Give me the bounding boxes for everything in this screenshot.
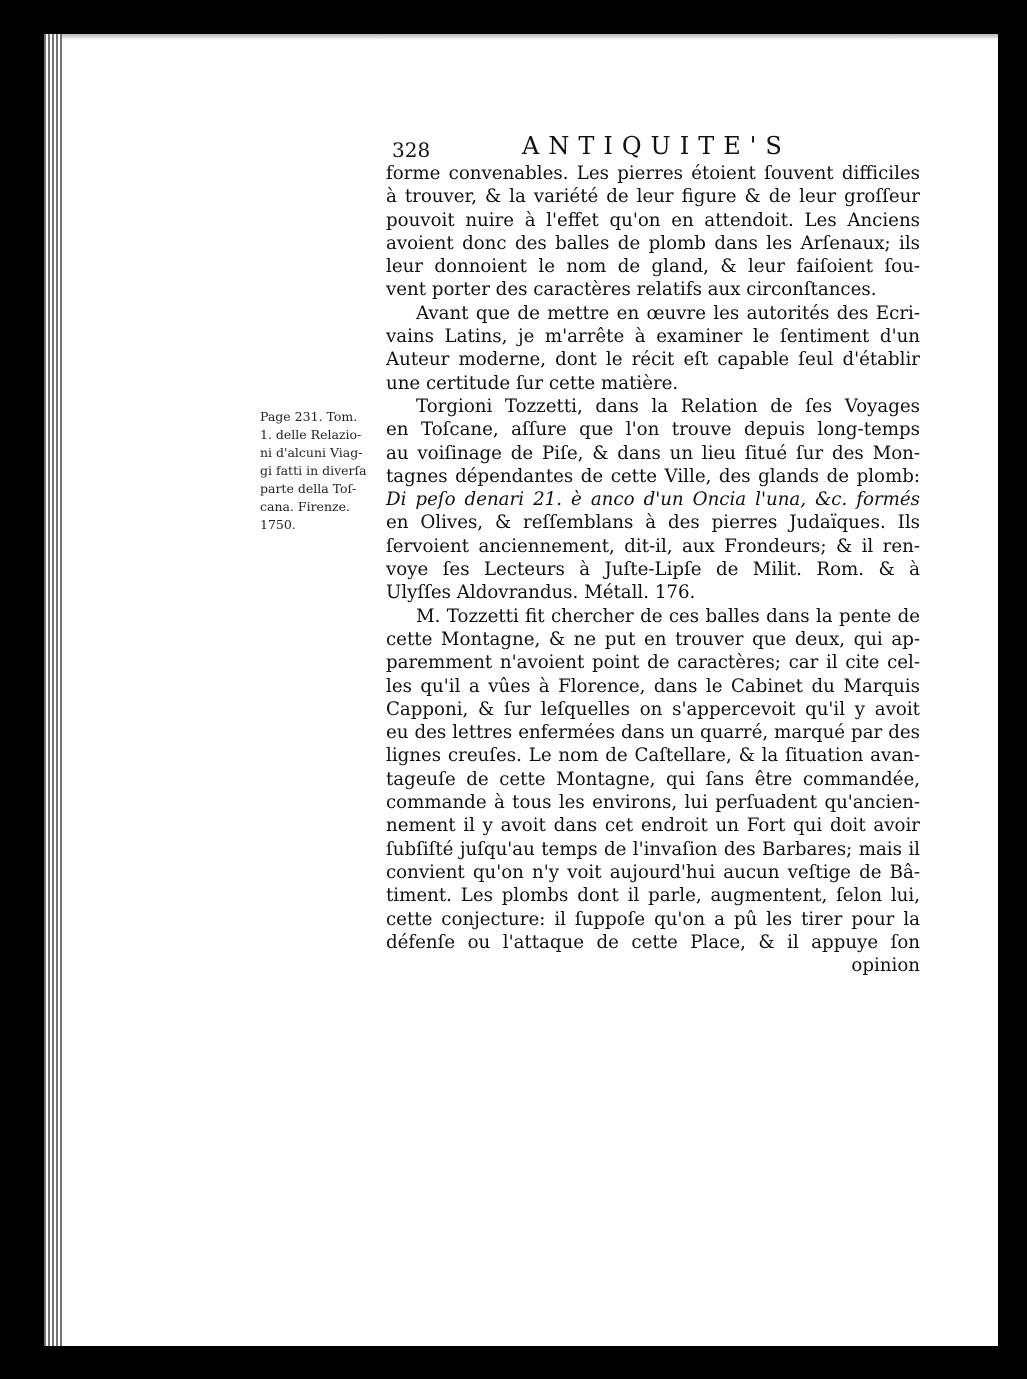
text-line: forme convenables. Les pierres étoient ſouvent difficiles bbox=[386, 163, 920, 184]
text-line: convient qu'on n'y voit aujourd'hui aucun veſtige de Bâ- bbox=[386, 861, 920, 883]
text-line: timent. Les plombs dont il parle, augmentent, ſelon lui, bbox=[386, 885, 920, 907]
text-line: Ulyſſes Aldovrandus. Métall. 176. bbox=[386, 582, 696, 604]
text-line: en Toſcane, aſſure que l'on trouve depuis long-temps bbox=[386, 419, 920, 441]
text-line: nement il y avoit dans cet endroit un Fort qui doit avoir bbox=[386, 815, 920, 837]
text-line: ſervoient anciennement, dit-il, aux Frondeurs; & il ren- bbox=[386, 535, 920, 557]
text-line: vains Latins, je m'arrête à examiner le ſentiment d'un bbox=[386, 326, 920, 348]
text-line: défenſe ou l'attaque de cette Place, & il appuye ſon bbox=[386, 931, 920, 953]
text-line: les qu'il a vûes à Florence, dans le Cabinet du Marquis bbox=[386, 675, 920, 697]
book-page bbox=[44, 34, 998, 1346]
text-line: Avant que de mettre en œuvre les autorités des Ecri- bbox=[416, 302, 920, 324]
text-line: commande à tous les environs, lui perſuadent qu'ancien- bbox=[386, 792, 920, 814]
margin-note: Page 231. Tom. 1. delle Relazio- ni d'alcuni Viag- gi fatti in diverſa parte della Toſ- cana. Firenze. 1750. bbox=[260, 409, 367, 532]
text-line: leur donnoient le nom de gland, & leur faiſoient ſou- bbox=[386, 256, 920, 278]
text-line: Capponi, & ſur leſquelles on s'appercevoit qu'il y avoit bbox=[386, 698, 920, 720]
text-line: une certitude ſur cette matière. bbox=[386, 372, 679, 394]
text-line: lignes creuſes. Le nom de Caſtellare, & la ſituation avan- bbox=[386, 745, 920, 767]
body-text bbox=[386, 162, 920, 977]
text-line: tageuſe de cette Montagne, qui ſans être commandée, bbox=[386, 768, 920, 790]
text-line: paremment n'avoient point de caractères; car il cite cel- bbox=[386, 652, 920, 674]
text-line: M. Tozzetti fit chercher de ces balles dans la pente de bbox=[416, 605, 920, 627]
text-line: tagnes dépendantes de cette Ville, des glands de plomb: bbox=[386, 465, 920, 487]
text-line: ſubſiſté juſqu'au temps de l'invaſion des Barbares; mais il bbox=[386, 838, 920, 860]
running-head bbox=[388, 132, 928, 162]
text-line: eu des lettres enfermées dans un quarré, marqué par des bbox=[386, 722, 920, 744]
running-title: ANTIQUITE'S bbox=[522, 132, 791, 160]
text-line: Auteur moderne, dont le récit eſt capable ſeul d'établir bbox=[386, 349, 920, 371]
page-number: 328 bbox=[392, 138, 431, 162]
page-binding-edge bbox=[44, 34, 62, 1346]
text-line: voye ſes Lecteurs à Juſte-Lipſe de Milit. Rom. & à bbox=[386, 559, 920, 581]
text-line: Torgioni Tozzetti, dans la Relation de ſes Voyages bbox=[416, 395, 920, 417]
text-line: en Olives, & reſſemblans à des pierres Judaïques. Ils bbox=[386, 512, 920, 534]
text-line: au voiſinage de Piſe, & dans un lieu ſitué ſur des Mon- bbox=[386, 442, 920, 464]
text-line: avoient donc des balles de plomb dans les Arſenaux; ils bbox=[386, 232, 920, 254]
text-line: cette Montagne, & ne put en trouver que deux, qui ap- bbox=[386, 628, 920, 650]
page-top-edge bbox=[62, 34, 998, 40]
catchword: opinion bbox=[851, 955, 920, 977]
text-line: pouvoit nuire à l'effet qu'on en attendoit. Les Anciens bbox=[386, 209, 920, 231]
text-line: cette conjecture: il ſuppoſe qu'on a pû les tirer pour la bbox=[386, 908, 920, 930]
text-line: Di peſo denari 21. è anco d'un Oncia l'una, &c. formés bbox=[386, 489, 920, 511]
text-line: vent porter des caractères relatifs aux circonſtances. bbox=[386, 279, 877, 301]
text-line: à trouver, & la variété de leur figure & de leur groſſeur bbox=[386, 186, 920, 208]
